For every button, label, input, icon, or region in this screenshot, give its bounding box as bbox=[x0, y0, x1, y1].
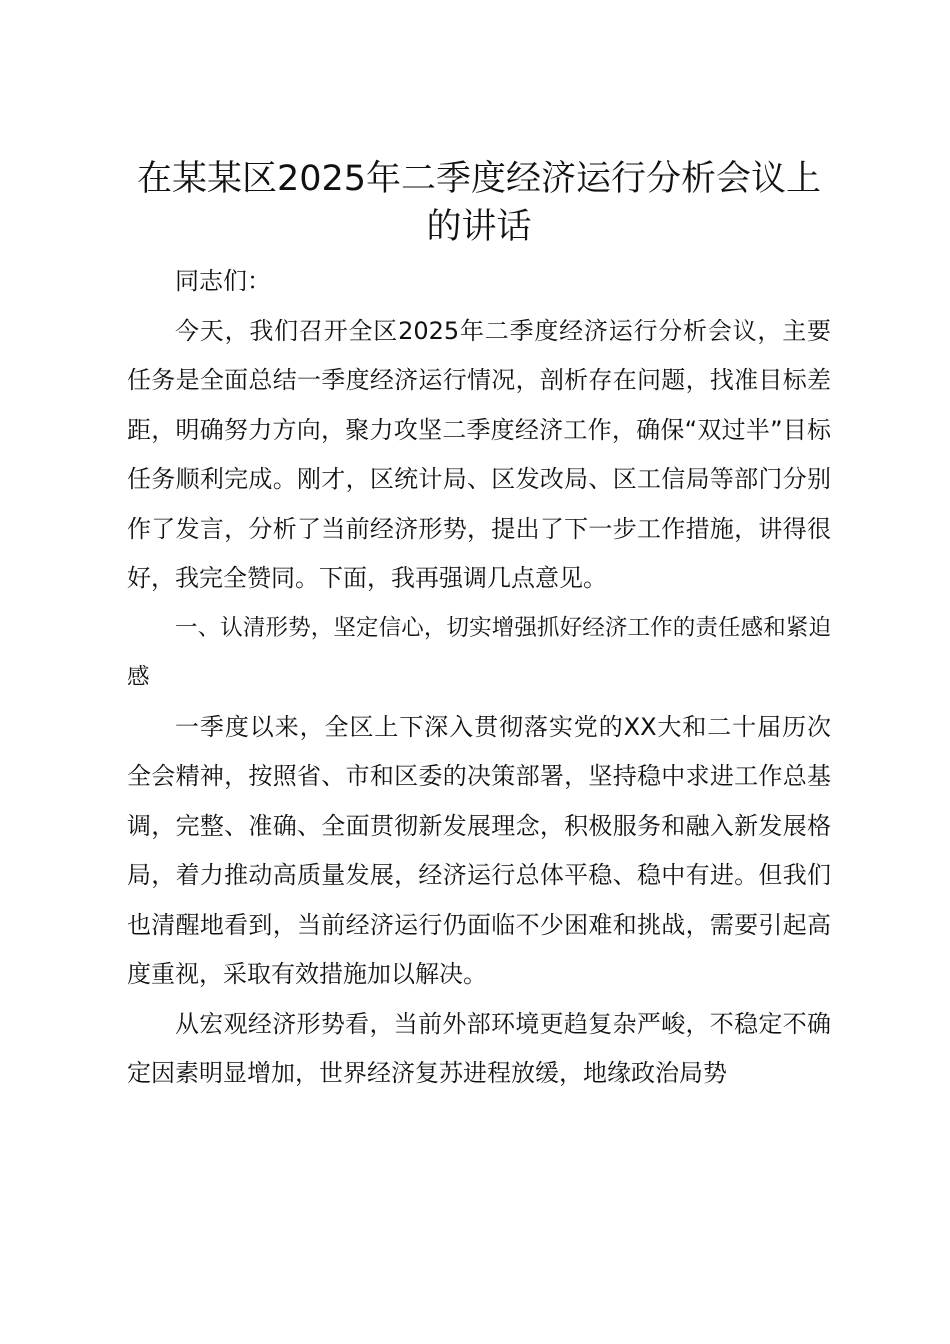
section1-paragraph-2: 从宏观经济形势看，当前外部环境更趋复杂严峻，不稳定不确定因素明显增加，世界经济复苏进程放缓，地缘政治局势 bbox=[127, 1009, 831, 1087]
section1-paragraph-1: 一季度以来，全区上下深入贯彻落实党的XX大和二十届历次全会精神，按照省、市和区委的决策部署，坚持稳中求进工作总基调，完整、准确、全面贯彻新发展理念，积极服务和融入新发展格局，着力推动高质量发展，经济运行总体平稳、稳中有进。但我们也清醒地看到，当前经济运行仍面临不少困难和挑战，需要引起高度重视，采取有效措施加以解决。 bbox=[127, 712, 831, 988]
greeting: 同志们： bbox=[175, 267, 271, 295]
document-title: 在某某区2025年二季度经济运行分析会议上的讲话 bbox=[136, 159, 822, 247]
document-page bbox=[127, 155, 831, 1099]
section-heading-1: 一、认清形势，坚定信心，切实增强抓好经济工作的责任感和紧迫感 bbox=[127, 614, 831, 690]
intro-paragraph: 今天，我们召开全区2025年二季度经济运行分析会议，主要任务是全面总结一季度经济运行情况，剖析存在问题，找准目标差距，明确努力方向，聚力攻坚二季度经济工作，确保“双过半”目标任务顺利完成。刚才，区统计局、区发改局、区工信局等部门分别作了发言，分析了当前经济形势，提出了下一步工作措施，讲得很好，我完全赞同。下面，我再强调几点意见。 bbox=[127, 316, 831, 592]
